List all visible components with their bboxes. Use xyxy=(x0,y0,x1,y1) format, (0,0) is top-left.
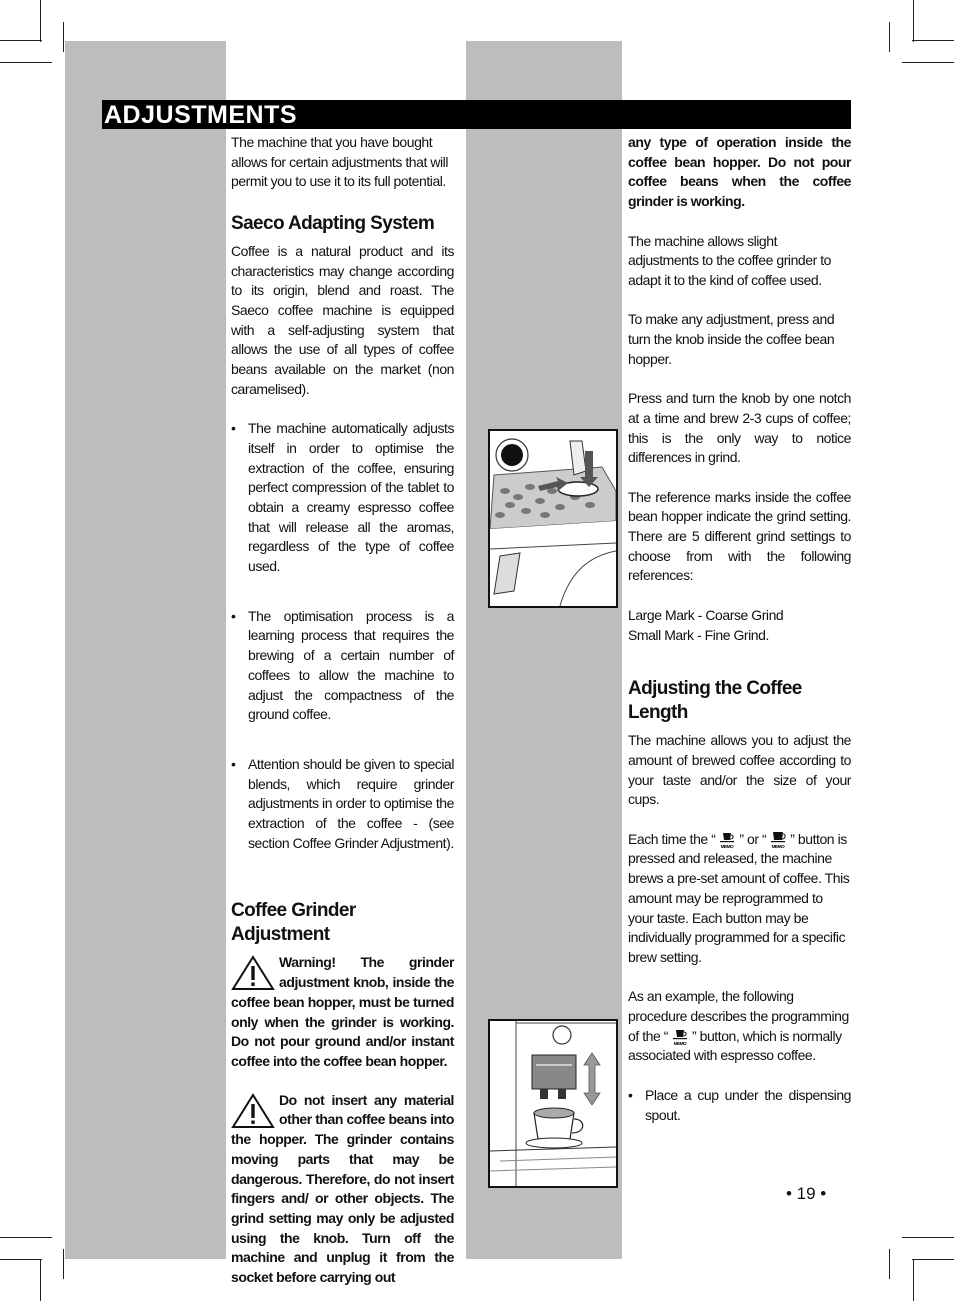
text-fragment: ” or “ xyxy=(739,830,767,847)
espresso-cup-button-icon xyxy=(668,1028,692,1046)
coffee-cup-button-icon xyxy=(766,831,790,849)
warning-continuation: any type of operation inside the coffee bean hopper. Do not pour coffee beans when the coffee grinder is working. xyxy=(628,134,851,210)
mark-small: Small Mark - Fine Grind. xyxy=(628,626,769,643)
warning-text: Do not insert any material other than coffee beans into the hopper. The grinder contains moving parts that may be dangerous. Therefore, do not insert fingers and/ or other objects. The grind setting may only be adjusted using the knob. Turn off the machine and unplug it from the socket before carrying out xyxy=(231,1091,454,1286)
crop-mark xyxy=(0,40,42,41)
paragraph: To make any adjustment, press and turn the knob inside the coffee bean hopper. xyxy=(628,311,835,367)
crop-mark xyxy=(913,1259,914,1301)
crop-mark xyxy=(0,1237,52,1238)
left-gray-band xyxy=(65,41,226,1259)
crop-mark xyxy=(912,1259,954,1260)
list-item: • The machine automatically adjusts itself in order to optimise the extraction of the coffee, ensuring perfect compression of the tablet to obtain a creamy espresso coffee that will release all the aromas, regardless of the type of coffee used. xyxy=(231,419,454,577)
crop-mark xyxy=(902,62,954,63)
text-fragment: ” button, which is normally associated with espresso coffee. xyxy=(628,1027,842,1064)
memo-label: MEMO xyxy=(772,844,785,849)
text-fragment: ” button is pressed and released, the machine brews a pre-set amount of coffee. This amount may be reprogrammed to your taste. Each button may be individually programmed for a specific brew setting. xyxy=(628,830,850,965)
memo-label: MEMO xyxy=(721,844,734,849)
warning-block xyxy=(231,1091,454,1288)
memo-label: MEMO xyxy=(673,1041,687,1047)
adapting-list xyxy=(231,419,454,853)
heading-grinder-adjustment: Coffee Grinder Adjustment xyxy=(231,900,356,946)
crop-mark xyxy=(913,0,914,42)
crop-mark xyxy=(63,22,64,52)
warning-text: Warning! The grinder adjustment knob, inside the coffee bean hopper, must be turned only when the grinder is working. Do not pour ground and/or instant coffee into the coffee bean hopper. xyxy=(231,954,454,1069)
page-number: • 19 • xyxy=(786,1184,827,1203)
section-title: ADJUSTMENTS xyxy=(104,101,298,129)
crop-mark xyxy=(63,1249,64,1279)
paragraph xyxy=(628,987,851,1066)
warning-block xyxy=(231,953,454,1071)
right-column xyxy=(628,133,851,1125)
section-header xyxy=(102,100,851,129)
programming-list xyxy=(628,1086,851,1125)
paragraph: The machine allows slight adjustments to the coffee grinder to adapt it to the kind of coffee used. xyxy=(628,232,832,288)
cup-under-spout-illustration xyxy=(488,1019,618,1188)
text-fragment: As an example, the following procedure describes the programming of the “ xyxy=(628,988,849,1044)
paragraph: The reference marks inside the coffee bean hopper indicate the grind setting. There are 5 different grind settings to choose from with the following references: xyxy=(628,488,851,584)
heading-coffee-length: Adjusting the Coffee Length xyxy=(628,678,802,724)
warning-icon xyxy=(231,955,275,991)
heading-saeco-adapting: Saeco Adapting System xyxy=(231,212,435,234)
crop-mark xyxy=(0,1259,42,1260)
crop-mark xyxy=(889,1249,890,1279)
grinder-knob-illustration xyxy=(488,429,618,608)
crop-mark xyxy=(902,1237,954,1238)
text-fragment: Each time the “ xyxy=(628,830,716,847)
list-item: • The optimisation process is a learning process that requires the brewing of a certain number of coffees to allow the machine to adjust the compactness of the ground coffee. xyxy=(231,607,454,725)
crop-mark xyxy=(40,0,41,42)
paragraph: Press and turn the knob by one notch at a time and brew 2-3 cups of coffee; this is the only way to notice differences in grind. xyxy=(628,390,851,466)
grind-marks xyxy=(628,606,851,645)
list-item: • Attention should be given to special blends, which require grinder adjustments in order to optimise the extraction of the coffee - (see section Coffee Grinder Adjustment). xyxy=(231,755,454,854)
crop-mark xyxy=(40,1259,41,1301)
saeco-paragraph: Coffee is a natural product and its characteristics may change according to its origin, blend and roast. The Saeco coffee machine is equipped with a self-adjusting system that allows the use of all types of coffee beans available on the market (non caramelised). xyxy=(231,242,454,397)
intro-paragraph: The machine that you have bought allows for certain adjustments that will permit you to use it to its full potential. xyxy=(231,134,448,190)
paragraph: The machine allows you to adjust the amount of brewed coffee according to your taste and/or the size of your cups. xyxy=(628,732,851,808)
crop-mark xyxy=(889,22,890,52)
crop-mark xyxy=(0,62,52,63)
espresso-cup-button-icon xyxy=(715,831,739,849)
warning-icon xyxy=(231,1093,275,1129)
left-column xyxy=(231,133,454,1288)
crop-mark xyxy=(912,40,954,41)
list-item: • Place a cup under the dispensing spout. xyxy=(628,1086,851,1125)
mark-large: Large Mark - Coarse Grind xyxy=(628,606,784,623)
paragraph xyxy=(628,830,851,968)
